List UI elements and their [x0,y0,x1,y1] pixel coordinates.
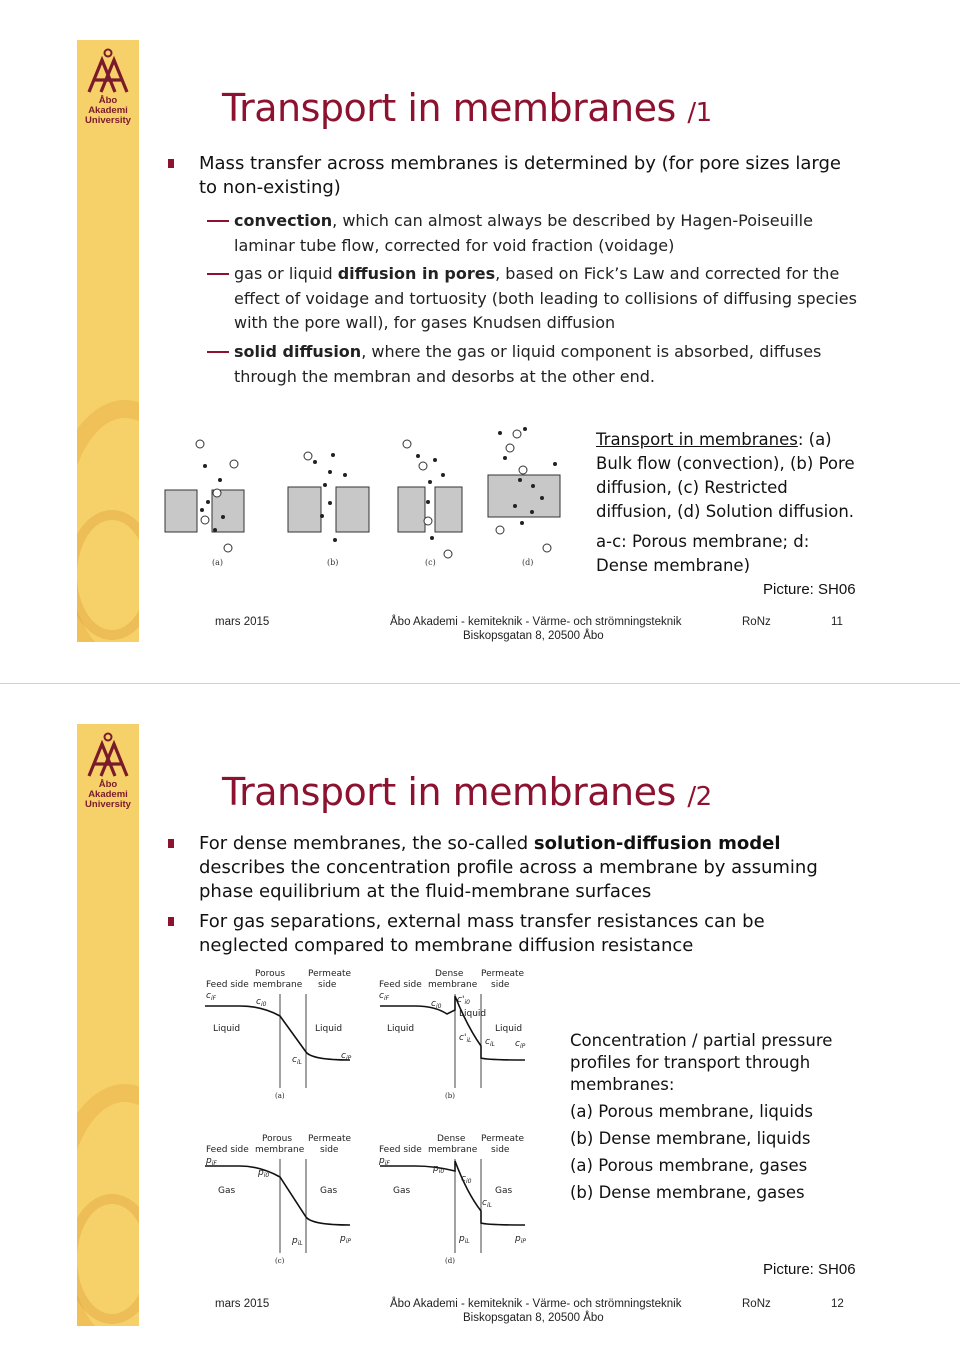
slide-2 [0,684,960,1367]
bullet-marker [168,159,174,168]
bold-term: solution-diffusion model [533,833,781,854]
sub-pre: gas or liquid [234,264,338,283]
sub-rest: , which can almost always be described by Hagen-Poiseuille laminar tube flow, corrected for void fraction (voidage) [234,211,813,255]
svg-text:(a): (a) [275,1092,285,1100]
svg-text:membrane: membrane [428,980,478,990]
svg-text:Gas: Gas [495,1186,513,1196]
membrane-block [165,490,197,532]
footer-address: Biskopsgatan 8, 20500 Åbo [463,630,604,642]
membrane-block [288,487,321,532]
university-logo [80,48,136,126]
caption-line: (b) Dense membrane, liquids [570,1129,811,1148]
title-text: Transport in membranes [222,86,676,130]
title-text: Transport in membranes [222,770,676,814]
svg-text:Gas: Gas [393,1186,411,1196]
svg-text:Porous: Porous [262,1134,293,1144]
svg-text:c'i0: $c'_{i0}$ [457,995,470,1006]
svg-text:Feed side: Feed side [206,1145,249,1155]
bold-term: convection [234,211,333,230]
sub-text [234,262,864,336]
svg-text:Permeate: Permeate [308,1134,352,1144]
title-number: /1 [687,98,712,128]
side-bar [77,40,139,642]
svg-text:Dense: Dense [435,969,464,979]
caption-line: (a) Porous membrane, gases [570,1156,808,1175]
footer-dept: Åbo Akademi - kemiteknik - Värme- och strömningsteknik [390,1298,682,1310]
dash-marker [207,220,229,222]
university-name [80,96,136,126]
page-title [222,86,712,130]
svg-text:(d): (d) [445,1257,455,1265]
svg-text:ci0: $c_{i0}$ [461,1174,472,1185]
sub-rest: , where the gas or liquid component is absorbed, diffuses through the membran and desorbs at the other end. [234,342,822,386]
university-logo [80,732,136,810]
figure-label-c: (c) [425,558,436,567]
svg-text:pi0: $p_{i0}$ [258,1168,270,1179]
svg-text:membrane: membrane [255,1145,305,1155]
panel-c [205,1134,352,1265]
svg-text:Gas: Gas [320,1186,338,1196]
seal-decoration-inner [77,510,139,640]
university-line-1: Åbo Akademi [88,779,128,800]
svg-text:piF: $p_{iF}$ [206,1156,217,1167]
picture-credit: Picture: SH06 [763,581,856,598]
svg-text:ciP: $c_{iP}$ [515,1039,526,1050]
bullet-pre: For dense membranes, the so-called [199,833,534,854]
footer-author: RoNz [742,1298,771,1310]
dash-marker [207,273,229,275]
page-title [222,770,712,814]
bullet-text [199,832,859,904]
concentration-profiles-figure [200,966,540,1286]
transport-mechanisms-figure [160,420,580,580]
svg-text:side: side [320,1145,339,1155]
svg-text:Feed side: Feed side [379,1145,422,1155]
svg-text:ci0: $c_{i0}$ [256,997,267,1008]
svg-text:ciL: $c_{iL}$ [292,1055,302,1066]
figure-label-a: (a) [212,558,224,567]
figure-caption [570,1030,850,1204]
svg-text:pi0: $p_{i0}$ [433,1164,445,1175]
panel-d [378,1134,526,1265]
bullet-marker [168,839,174,848]
svg-text:ciF: $c_{iF}$ [206,991,217,1002]
side-bar [77,724,139,1326]
svg-text:side: side [491,980,510,990]
svg-text:ci0: $c_{i0}$ [431,999,442,1010]
svg-text:side: side [318,980,337,990]
bullet-rest: describes the concentration profile across a membrane by assuming phase equilibrium at the fluid-membrane surfaces [199,857,818,902]
seal-decoration-inner [77,1194,139,1324]
svg-text:c'iL: $c'_{iL}$ [459,1033,472,1044]
svg-text:Liquid: Liquid [213,1024,241,1034]
panel-b [379,969,526,1100]
university-name [80,780,136,810]
svg-text:Permeate: Permeate [481,1134,525,1144]
university-line-2: University [85,799,131,810]
footer-page-number: 11 [831,616,843,628]
caption-line: (b) Dense membrane, gases [570,1183,805,1202]
university-line-1: Åbo Akademi [88,95,128,116]
bullet-pre: For gas separations, external mass transfer resistances can be neglected compared to membrane diffusion resistance [199,911,765,956]
svg-text:ciP: $c_{iP}$ [341,1051,352,1062]
svg-text:Liquid: Liquid [495,1024,523,1034]
svg-text:Porous: Porous [255,969,286,979]
svg-text:membrane: membrane [428,1145,478,1155]
abo-akademi-logo-icon [85,48,131,94]
svg-text:ciL: $c_{iL}$ [482,1198,492,1209]
figure-caption-2: a-c: Porous membrane; d: Dense membrane) [596,532,810,575]
caption-line: Concentration / partial pressure profiles for transport through membranes: [570,1031,833,1094]
sub-rest: , based on Fick’s Law and corrected for the effect of voidage and tortuosity (both leading to collisions of diffusing species with the pore wall), for gases Knudsen diffusion [234,264,857,332]
picture-credit: Picture: SH06 [763,1261,856,1278]
svg-text:piL: $p_{iL}$ [459,1234,470,1245]
bullet-text [199,910,859,958]
footer-date: mars 2015 [215,1298,270,1310]
svg-text:side: side [491,1145,510,1155]
svg-text:ciL: $c_{iL}$ [485,1037,495,1048]
svg-text:Permeate: Permeate [308,969,352,979]
svg-text:piP: $p_{iP}$ [340,1234,352,1245]
svg-text:Feed side: Feed side [206,980,249,990]
figure-caption [596,428,866,524]
svg-text:Liquid: Liquid [387,1024,415,1034]
panel-a [205,969,352,1100]
footer-page-number: 12 [831,1298,844,1310]
sub-text [234,340,864,389]
membrane-block [488,475,560,517]
dash-marker [207,351,229,353]
svg-text:Permeate: Permeate [481,969,525,979]
footer-date: mars 2015 [215,616,270,628]
membrane-block [336,487,369,532]
caption-link[interactable]: Transport in membranes [596,430,798,449]
footer-address: Biskopsgatan 8, 20500 Åbo [463,1312,604,1324]
svg-text:Gas: Gas [218,1186,236,1196]
svg-text:piF: $p_{iF}$ [379,1156,390,1167]
caption-line: (a) Porous membrane, liquids [570,1102,814,1121]
svg-text:ciF: $c_{iF}$ [379,991,390,1002]
svg-text:piP: $p_{iP}$ [515,1234,527,1245]
bullet-text: Mass transfer across membranes is determined by (for pore sizes large to non-existing) [199,153,841,198]
svg-text:Feed side: Feed side [379,980,422,990]
university-line-2: University [85,115,131,126]
abo-akademi-logo-icon [85,732,131,778]
svg-text:piL: $p_{iL}$ [292,1236,303,1247]
title-number: /2 [687,782,712,812]
svg-text:(c): (c) [275,1257,285,1265]
membrane-block [398,487,425,532]
svg-text:(b): (b) [445,1092,455,1100]
figure-label-d: (d) [522,558,534,567]
svg-text:Liquid: Liquid [315,1024,343,1034]
footer-author: RoNz [742,616,771,628]
bold-term: diffusion in pores [337,264,496,283]
svg-text:Dense: Dense [437,1134,466,1144]
caption-text: : (a) Bulk flow (convection), (b) Pore diffusion, (c) Restricted diffusion, (d) Solution diffusion. [596,430,855,521]
figure-label-b: (b) [327,558,339,567]
membrane-block [435,487,462,532]
slide-1 [0,0,960,683]
footer-dept: Åbo Akademi - kemiteknik - Värme- och strömningsteknik [390,616,682,628]
sub-text [234,209,864,258]
svg-text:membrane: membrane [253,980,303,990]
svg-text:Liquid: Liquid [459,1009,487,1019]
bold-term: solid diffusion [234,342,362,361]
bullet-marker [168,917,174,926]
